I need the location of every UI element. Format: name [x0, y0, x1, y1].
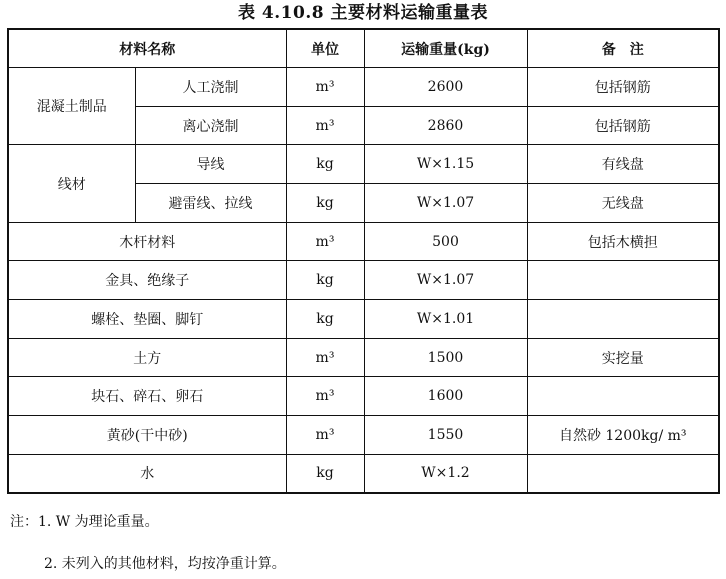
header-material-name: 材料名称: [8, 29, 286, 68]
sub-name: 离心浇制: [135, 106, 286, 145]
weight-cell: 1550: [364, 416, 527, 455]
remark-cell: 无线盘: [527, 184, 719, 223]
remark-cell: 实挖量: [527, 338, 719, 377]
material-weight-table: [7, 28, 720, 494]
table-row: [8, 300, 719, 339]
table-row: [8, 68, 719, 107]
material-name: 金具、绝缘子: [8, 261, 286, 300]
table-row: [8, 416, 719, 455]
unit-cell: kg: [286, 261, 364, 300]
remark-cell: 包括木横担: [527, 222, 719, 261]
remark-cell: [527, 261, 719, 300]
weight-cell: 500: [364, 222, 527, 261]
header-remark: 备 注: [527, 29, 719, 68]
table-row: [8, 145, 719, 184]
table-row: [8, 377, 719, 416]
sub-name: 导线: [135, 145, 286, 184]
note-1: 注：1. W 为理论重量。: [10, 514, 159, 530]
weight-cell: 1500: [364, 338, 527, 377]
table-row: [8, 222, 719, 261]
header-weight: 运输重量(kg): [364, 29, 527, 68]
weight-cell: W×1.2: [364, 454, 527, 493]
remark-cell: 自然砂 1200kg/ m³: [527, 416, 719, 455]
material-name: 水: [8, 454, 286, 493]
sub-name: 避雷线、拉线: [135, 184, 286, 223]
material-name: 黄砂(干中砂): [8, 416, 286, 455]
remark-cell: 包括钢筋: [527, 68, 719, 107]
unit-cell: kg: [286, 454, 364, 493]
material-name: 螺栓、垫圈、脚钉: [8, 300, 286, 339]
weight-cell: 2860: [364, 106, 527, 145]
table-row: [8, 261, 719, 300]
unit-cell: kg: [286, 300, 364, 339]
sub-name: 人工浇制: [135, 68, 286, 107]
remark-cell: [527, 377, 719, 416]
remark-cell: [527, 454, 719, 493]
weight-cell: W×1.07: [364, 184, 527, 223]
table-title: 表 4.10.8 主要材料运输重量表: [238, 3, 488, 23]
unit-cell: kg: [286, 184, 364, 223]
remark-cell: [527, 300, 719, 339]
unit-cell: kg: [286, 145, 364, 184]
table-row: [8, 454, 719, 493]
unit-cell: m³: [286, 416, 364, 455]
unit-cell: m³: [286, 106, 364, 145]
unit-cell: m³: [286, 68, 364, 107]
weight-cell: 1600: [364, 377, 527, 416]
remark-cell: 有线盘: [527, 145, 719, 184]
note-2: 2. 未列入的其他材料，均按净重计算。: [44, 556, 286, 572]
material-name: 木杆材料: [8, 222, 286, 261]
header-unit: 单位: [286, 29, 364, 68]
weight-cell: 2600: [364, 68, 527, 107]
unit-cell: m³: [286, 338, 364, 377]
group-label-wire: 线材: [8, 145, 135, 222]
weight-cell: W×1.07: [364, 261, 527, 300]
remark-cell: 包括钢筋: [527, 106, 719, 145]
weight-cell: W×1.01: [364, 300, 527, 339]
material-name: 块石、碎石、卵石: [8, 377, 286, 416]
header-row: [8, 29, 719, 68]
group-label-concrete: 混凝土制品: [8, 68, 135, 145]
weight-cell: W×1.15: [364, 145, 527, 184]
material-name: 土方: [8, 338, 286, 377]
unit-cell: m³: [286, 222, 364, 261]
unit-cell: m³: [286, 377, 364, 416]
table-row: [8, 338, 719, 377]
